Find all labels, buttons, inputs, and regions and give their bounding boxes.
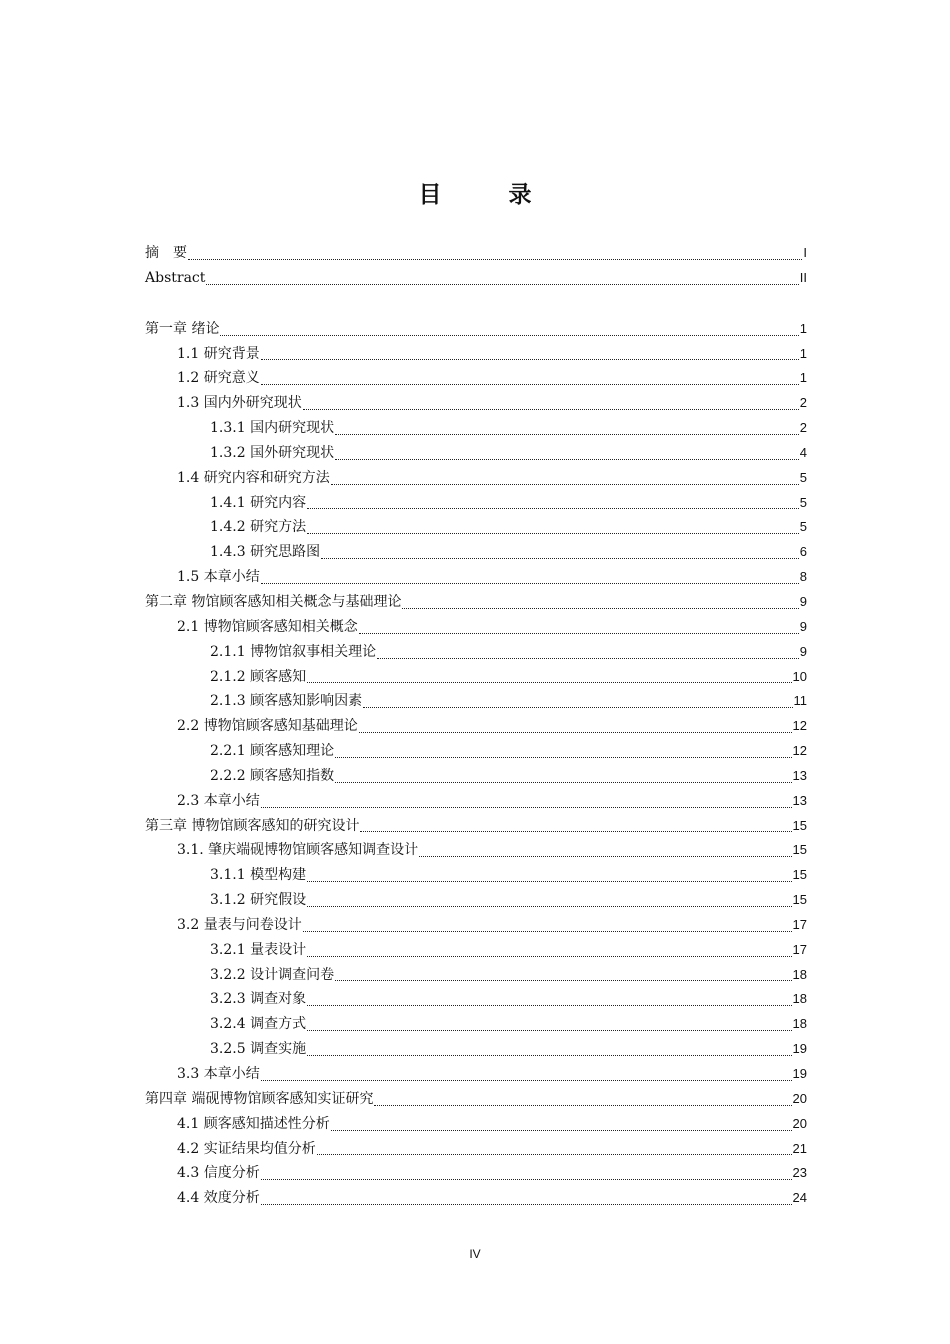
toc-dot-leader — [335, 963, 791, 988]
toc-dot-leader — [261, 1062, 792, 1087]
toc-entry-page-number: 2 — [799, 420, 807, 436]
toc-entry-page-number: 1 — [799, 370, 807, 386]
toc-entry[interactable] — [145, 938, 807, 963]
toc-entry[interactable] — [145, 913, 807, 938]
toc-dot-leader — [335, 764, 791, 789]
toc-entry-label: 第二章 物馆顾客感知相关概念与基础理论 — [145, 593, 402, 610]
toc-entry[interactable] — [145, 441, 807, 466]
toc-entry-label: 第四章 端砚博物馆顾客感知实证研究 — [145, 1090, 374, 1107]
toc-entry-label: 1.3.2 国外研究现状 — [210, 444, 335, 461]
toc-entry-page-number: II — [799, 269, 807, 285]
toc-entry-page-number: 15 — [792, 892, 807, 908]
toc-dot-leader — [307, 987, 791, 1012]
toc-entry[interactable] — [145, 888, 807, 913]
toc-entry-page-number: 18 — [792, 966, 807, 982]
toc-entry-page-number: I — [803, 245, 807, 260]
toc-entry-page-number: 15 — [792, 817, 807, 833]
toc-dot-leader — [307, 665, 791, 690]
toc-entry[interactable] — [145, 838, 807, 863]
toc-entry-label: 第三章 博物馆顾客感知的研究设计 — [145, 817, 360, 834]
toc-entry-label: 4.1 顾客感知描述性分析 — [177, 1115, 330, 1132]
toc-entry[interactable] — [145, 241, 807, 266]
toc-entry[interactable] — [145, 391, 807, 416]
toc-entry[interactable] — [145, 266, 807, 291]
toc-dot-leader — [206, 266, 798, 291]
toc-dot-leader — [335, 416, 799, 441]
toc-entry-page-number: 10 — [792, 668, 807, 684]
toc-entry-label: 2.2 博物馆顾客感知基础理论 — [177, 718, 358, 735]
toc-entry-page-number: 5 — [799, 469, 807, 485]
page-title: 目 录 — [418, 181, 554, 208]
toc-dot-leader — [261, 366, 799, 391]
toc-entry-label: 3.2.5 调查实施 — [210, 1041, 307, 1058]
toc-entry-label: 2.1.1 博物馆叙事相关理论 — [210, 643, 377, 660]
toc-entry-label: 2.3 本章小结 — [177, 792, 260, 809]
toc-entry-page-number: 1 — [799, 320, 807, 336]
toc-dot-leader — [377, 640, 799, 665]
toc-entry-page-number: 5 — [799, 494, 807, 510]
toc-entry[interactable] — [145, 963, 807, 988]
toc-entry-label: 3.2.1 量表设计 — [210, 941, 307, 958]
toc-entry-label: 3.3 本章小结 — [177, 1066, 260, 1082]
toc-dot-leader — [321, 540, 799, 565]
toc-dot-leader — [402, 590, 798, 615]
toc-entry-page-number: 21 — [792, 1140, 807, 1156]
footer-page-number: IV — [469, 1247, 481, 1261]
toc-entry-page-number: 9 — [799, 618, 807, 634]
toc-entry-page-number: 17 — [792, 941, 807, 957]
toc-entry-label: 摘 要 — [145, 245, 187, 261]
toc-entry[interactable] — [145, 615, 807, 640]
toc-dot-leader — [374, 1087, 791, 1112]
toc-entry-page-number: 15 — [792, 867, 807, 883]
toc-entry-page-number: 2 — [799, 395, 807, 411]
toc-entry-page-number: 5 — [799, 519, 807, 535]
toc-entry[interactable] — [145, 540, 807, 565]
toc-entry-label: 1.4 研究内容和研究方法 — [177, 469, 330, 486]
toc-entry[interactable] — [145, 491, 807, 516]
toc-entry[interactable] — [145, 1037, 807, 1062]
toc-entry[interactable] — [145, 640, 807, 665]
toc-dot-leader — [363, 689, 792, 714]
toc-entry-page-number: 15 — [792, 842, 807, 858]
toc-entry[interactable] — [145, 714, 807, 739]
toc-dot-leader — [261, 565, 799, 590]
toc-dot-leader — [307, 888, 791, 913]
toc-entry-label: 1.4.3 研究思路图 — [210, 544, 321, 561]
toc-entry-label: 1.1 研究背景 — [177, 345, 260, 362]
toc-dot-leader — [359, 714, 792, 739]
toc-dot-leader — [303, 913, 792, 938]
toc-entry-page-number: 8 — [799, 569, 807, 585]
toc-entry-label: 1.4.2 研究方法 — [210, 519, 307, 536]
toc-entry-label: 3.1.2 研究假设 — [210, 892, 307, 909]
toc-entry-page-number: 23 — [792, 1165, 807, 1181]
toc-entry-label: 4.3 信度分析 — [177, 1165, 260, 1182]
toc-entry[interactable] — [145, 739, 807, 764]
toc-entry-page-number: 17 — [792, 916, 807, 932]
toc-dot-leader — [335, 739, 791, 764]
toc-entry-page-number: 12 — [792, 743, 807, 759]
toc-dot-leader — [261, 1186, 792, 1211]
toc-entry[interactable] — [145, 764, 807, 789]
toc-entry-page-number: 20 — [792, 1115, 807, 1131]
toc-entry-label: 3.2 量表与问卷设计 — [177, 916, 302, 933]
toc-dot-leader — [303, 391, 799, 416]
toc-entry[interactable] — [145, 366, 807, 391]
toc-entry[interactable] — [145, 590, 807, 615]
toc-entry-page-number: 24 — [792, 1190, 807, 1206]
toc-entry[interactable] — [145, 1161, 807, 1186]
toc-entry[interactable] — [145, 416, 807, 441]
toc-entry-label: Abstract — [145, 269, 206, 286]
toc-entry-page-number: 9 — [799, 593, 807, 609]
toc-entry-label: 1.3 国内外研究现状 — [177, 395, 302, 412]
toc-entry[interactable] — [145, 342, 807, 367]
toc-dot-leader — [307, 1037, 791, 1062]
toc-entry-label: 3.1.1 模型构建 — [210, 867, 307, 884]
toc-entry[interactable] — [145, 1012, 807, 1037]
toc-entry-page-number: 18 — [792, 1016, 807, 1032]
toc-entry[interactable] — [145, 814, 807, 839]
toc-entry-label: 2.1.2 顾客感知 — [210, 668, 307, 685]
toc-entry[interactable] — [145, 987, 807, 1012]
toc-dot-leader — [307, 938, 791, 963]
toc-entry-page-number: 19 — [792, 1066, 807, 1081]
toc-entry[interactable] — [145, 515, 807, 540]
toc-entry-page-number: 1 — [799, 345, 807, 361]
toc-entry-label: 3.2.2 设计调查问卷 — [210, 966, 335, 983]
toc-entry-page-number: 6 — [799, 544, 807, 560]
toc-dot-leader — [220, 317, 798, 342]
toc-entry-label: 2.2.2 顾客感知指数 — [210, 767, 335, 784]
toc-entry-label: 第一章 绪论 — [145, 320, 220, 337]
toc-entry-label: 2.2.1 顾客感知理论 — [210, 743, 335, 760]
toc-entry[interactable] — [145, 466, 807, 491]
table-of-contents — [145, 241, 807, 1211]
toc-entry-label: 3.1. 肇庆端砚博物馆顾客感知调查设计 — [177, 842, 419, 859]
toc-dot-leader — [261, 342, 799, 367]
toc-dot-leader — [419, 838, 791, 863]
toc-dot-leader — [331, 1112, 792, 1137]
toc-entry-page-number: 4 — [799, 444, 807, 460]
toc-entry-label: 1.4.1 研究内容 — [210, 494, 307, 511]
toc-entry[interactable] — [145, 317, 807, 342]
toc-entry[interactable] — [145, 565, 807, 590]
toc-entry[interactable] — [145, 689, 807, 714]
toc-entry[interactable] — [145, 1186, 807, 1211]
toc-entry[interactable] — [145, 1062, 807, 1087]
toc-entry[interactable] — [145, 1087, 807, 1112]
toc-entry-label: 2.1.3 顾客感知影响因素 — [210, 693, 363, 710]
toc-entry-label: 1.5 本章小结 — [177, 569, 260, 586]
toc-dot-leader — [261, 789, 792, 814]
toc-entry-page-number: 12 — [792, 718, 807, 734]
toc-dot-leader — [331, 466, 799, 491]
toc-entry[interactable] — [145, 665, 807, 690]
toc-entry-label: 4.2 实证结果均值分析 — [177, 1140, 316, 1157]
toc-dot-leader — [307, 515, 799, 540]
toc-entry-label: 3.2.4 调查方式 — [210, 1016, 307, 1033]
toc-entry-label: 3.2.3 调查对象 — [210, 991, 307, 1008]
toc-entry-page-number: 20 — [792, 1090, 807, 1106]
toc-entry-page-number: 18 — [792, 991, 807, 1007]
toc-dot-leader — [307, 491, 799, 516]
toc-entry-page-number: 9 — [799, 643, 807, 659]
toc-entry[interactable] — [145, 1112, 807, 1137]
toc-dot-leader — [261, 1161, 792, 1186]
toc-entry[interactable] — [145, 789, 807, 814]
toc-entry[interactable] — [145, 1137, 807, 1162]
toc-dot-leader — [188, 241, 802, 266]
toc-entry[interactable] — [145, 863, 807, 888]
toc-dot-leader — [335, 441, 799, 466]
toc-dot-leader — [359, 615, 799, 640]
toc-entry-page-number: 13 — [792, 792, 807, 808]
toc-entry-page-number: 11 — [793, 693, 807, 709]
toc-entry-page-number: 19 — [792, 1041, 807, 1057]
toc-dot-leader — [317, 1137, 792, 1162]
toc-entry-label: 1.3.1 国内研究现状 — [210, 420, 335, 437]
toc-entry-page-number: 13 — [792, 767, 807, 783]
toc-dot-leader — [307, 1012, 791, 1037]
toc-entry-label: 4.4 效度分析 — [177, 1190, 260, 1207]
toc-dot-leader — [360, 814, 791, 839]
toc-entry-label: 1.2 研究意义 — [177, 370, 260, 387]
toc-dot-leader — [307, 863, 791, 888]
toc-entry-label: 2.1 博物馆顾客感知相关概念 — [177, 618, 358, 635]
